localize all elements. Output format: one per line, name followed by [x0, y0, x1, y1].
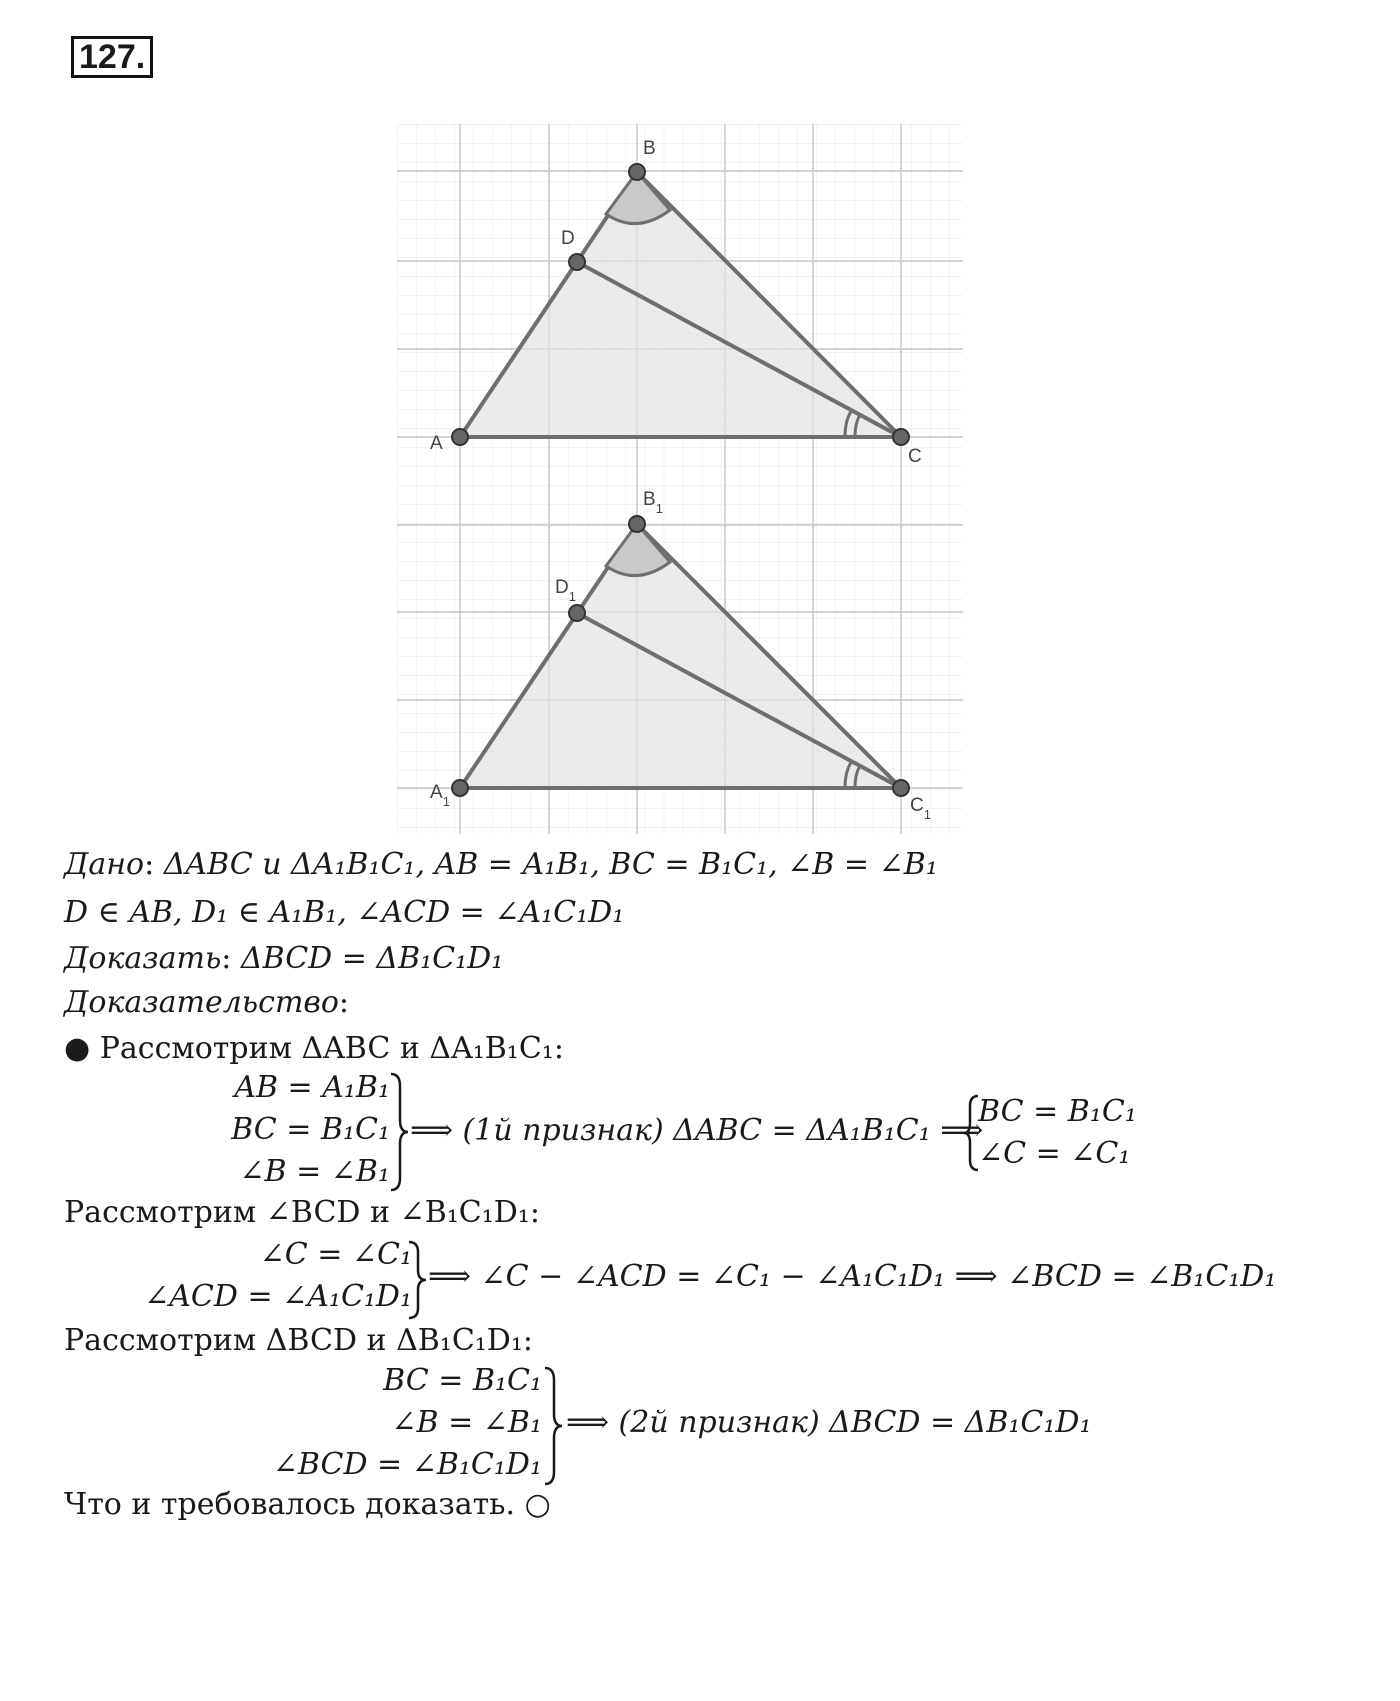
step3-condition-3: ∠BCD = ∠B₁C₁D₁ — [272, 1447, 542, 1482]
label-a: A — [430, 433, 443, 454]
step3-condition-2: ∠B = ∠B₁ — [391, 1405, 542, 1440]
step1-condition-1: AB = A₁B₁ — [234, 1070, 390, 1105]
step1-intro: ● Рассмотрим ΔABC и ΔA₁B₁C₁: — [64, 1031, 564, 1066]
point-b — [629, 164, 645, 180]
given-line-1: Дано: ΔABC и ΔA₁B₁C₁, AB = A₁B₁, BC = B₁C₁, ∠B = ∠B₁ — [64, 847, 938, 882]
label-c: C — [908, 446, 922, 467]
step1-condition-3: ∠B = ∠B₁ — [239, 1154, 390, 1189]
step3-condition-1: BC = B₁C₁ — [383, 1363, 542, 1398]
proof-label: Доказательство — [64, 985, 339, 1020]
step3-brace-right — [542, 1366, 564, 1486]
label-d: D — [561, 228, 575, 249]
step2-condition-2: ∠ACD = ∠A₁C₁D₁ — [144, 1279, 412, 1314]
given-statement-1: ΔABC и ΔA₁B₁C₁, AB = A₁B₁, BC = B₁C₁, ∠B = ∠B₁ — [163, 847, 938, 882]
label-c1: $C_1$ — [910, 795, 931, 822]
problem-number: 127. — [71, 36, 153, 78]
point-c — [893, 429, 909, 445]
point-d1 — [569, 605, 585, 621]
prove-statement: ΔBCD = ΔB₁C₁D₁ — [240, 941, 504, 976]
step2-condition-1: ∠C = ∠C₁ — [259, 1237, 412, 1272]
given-line-2: D ∈ AB, D₁ ∈ A₁B₁, ∠ACD = ∠A₁C₁D₁ — [64, 895, 625, 930]
proof-end: Что и требовалось доказать. ○ — [64, 1487, 551, 1522]
step1-brace-right — [388, 1072, 410, 1192]
step3-conclusion: ⟹ (2й признак) ΔBCD = ΔB₁C₁D₁ — [566, 1405, 1092, 1440]
step3-intro: Рассмотрим ΔBCD и ΔB₁C₁D₁: — [64, 1323, 533, 1358]
point-a — [452, 429, 468, 445]
given-label: Дано — [64, 847, 145, 882]
step2-brace-right — [406, 1240, 428, 1320]
proof-heading: Доказательство: — [64, 985, 350, 1020]
prove-line: Доказать: ΔBCD = ΔB₁C₁D₁ — [64, 941, 504, 976]
prove-label: Доказать — [64, 941, 222, 976]
step1-condition-2: BC = B₁C₁ — [231, 1112, 390, 1147]
step1-conclusion: ⟹ (1й признак) ΔABC = ΔA₁B₁C₁ ⟹ — [410, 1113, 984, 1148]
label-d1: $D_1$ — [555, 577, 576, 604]
step2-intro: Рассмотрим ∠BCD и ∠B₁C₁D₁: — [64, 1195, 540, 1230]
step1-results — [978, 1091, 1137, 1175]
point-c1 — [893, 780, 909, 796]
step1-result-1: BC = B₁C₁ — [978, 1094, 1137, 1129]
point-a1 — [452, 780, 468, 796]
label-b: B — [643, 138, 656, 159]
step2-conditions — [120, 1234, 412, 1318]
label-b1: $B_1$ — [643, 489, 663, 516]
step2-conclusion: ⟹ ∠C − ∠ACD = ∠C₁ − ∠A₁C₁D₁ ⟹ ∠BCD = ∠B₁C₁D₁ — [428, 1259, 1277, 1294]
label-a1: $A_1$ — [430, 782, 450, 809]
point-d — [569, 254, 585, 270]
point-b1 — [629, 516, 645, 532]
step1-conditions — [180, 1067, 390, 1193]
step3-conditions — [250, 1360, 542, 1486]
step1-result-2: ∠C = ∠C₁ — [978, 1136, 1131, 1171]
